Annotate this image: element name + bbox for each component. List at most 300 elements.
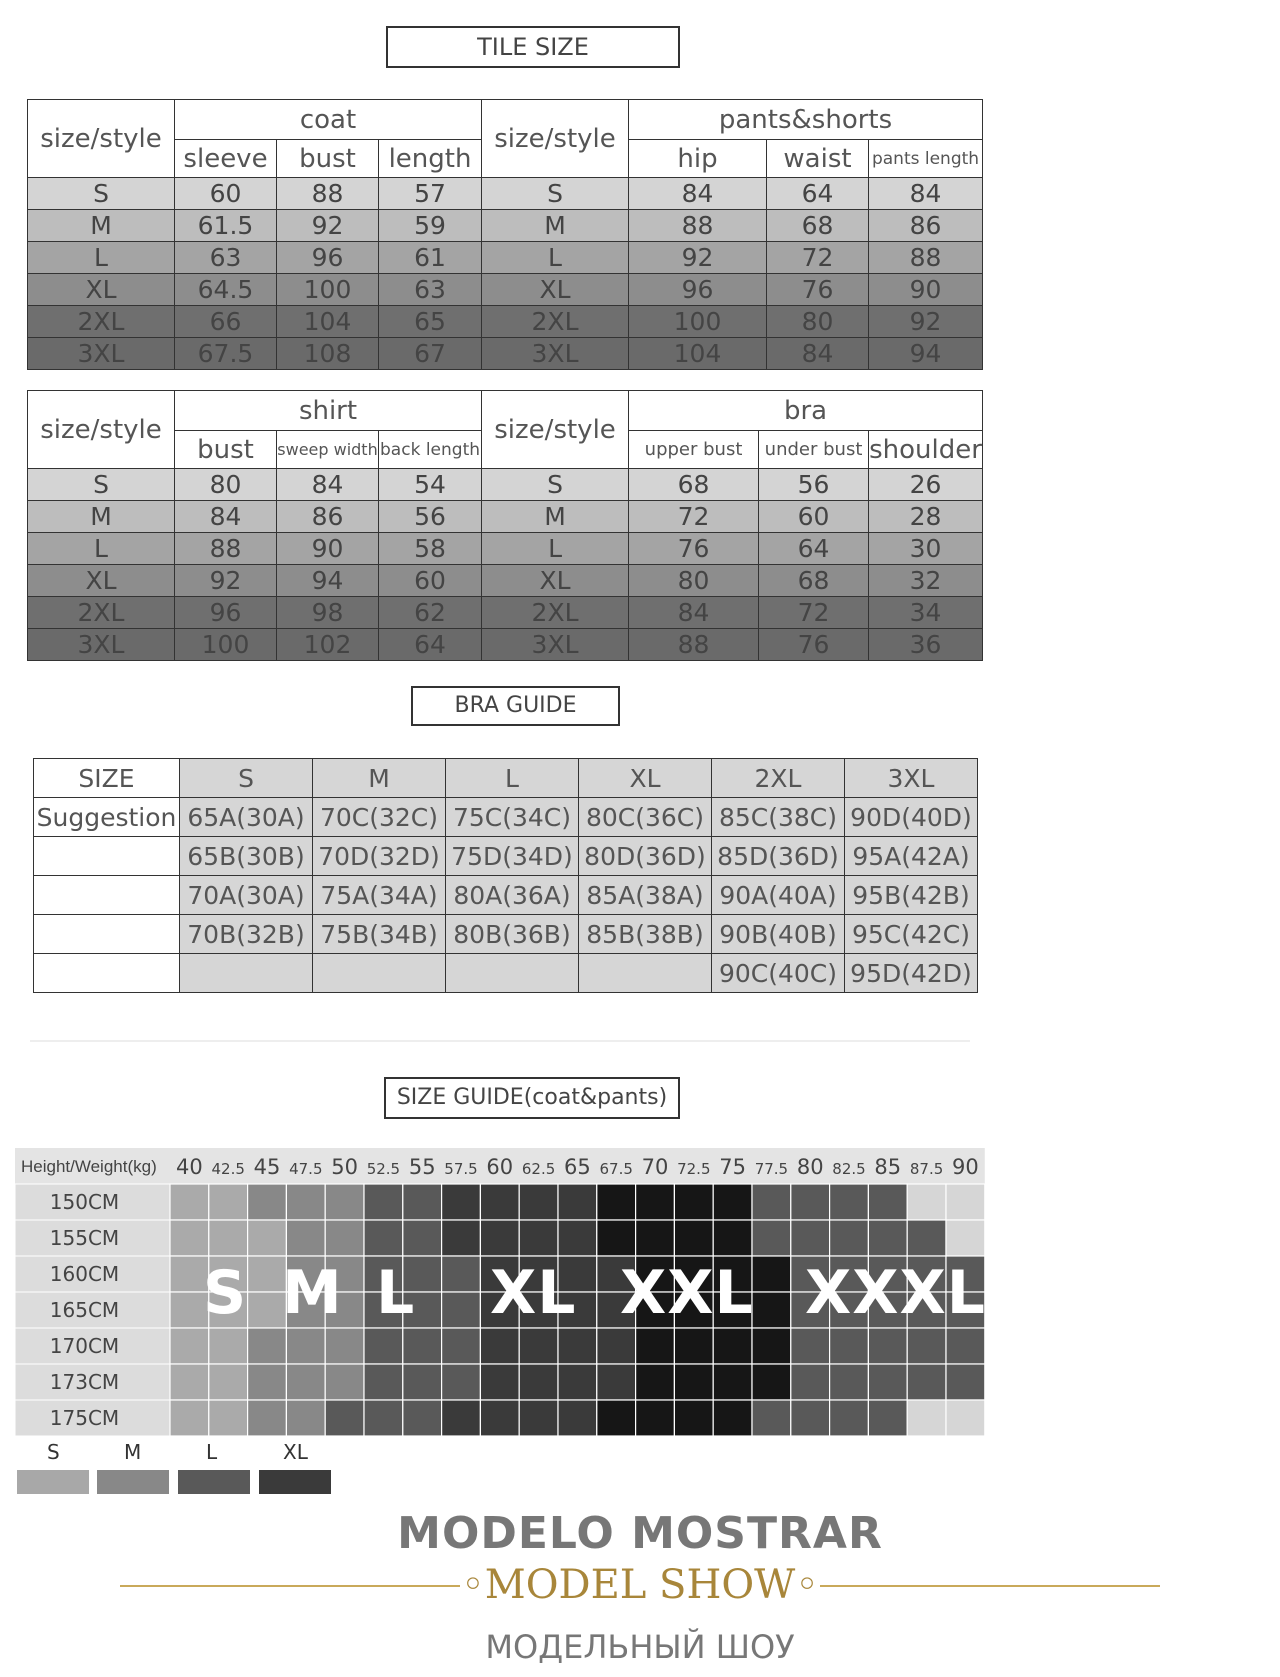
size-cell: XL [482,565,629,597]
grid-cell [403,1328,442,1364]
grid-cell [830,1220,869,1256]
grid-cell [519,1220,558,1256]
value-cell: 100 [277,274,379,306]
weight-label: 77.5 [754,1160,789,1178]
value-cell: 61 [379,242,482,274]
value-cell: 76 [767,274,869,306]
bra-size-cell: 95A(42A) [845,837,978,876]
weight-label: 62.5 [521,1160,556,1178]
grid-cell [752,1400,791,1436]
bra-size-cell: 95D(42D) [845,954,978,993]
bra-size-cell: 90D(40D) [845,798,978,837]
grid-cell [674,1400,713,1436]
value-cell: 92 [277,210,379,242]
value-cell: 59 [379,210,482,242]
grid-cell [209,1400,248,1436]
height-label: 160CM [49,1262,120,1286]
suggestion-label [34,954,180,993]
value-cell: 88 [277,178,379,210]
grid-cell [209,1220,248,1256]
weight-label: 75 [719,1155,746,1179]
col-waist: waist [767,140,869,178]
value-cell: 68 [759,565,869,597]
shirt-bra-table [27,390,983,661]
grid-cell [286,1400,325,1436]
grid-cell [636,1220,675,1256]
weight-label: 67.5 [599,1160,633,1178]
grid-cell [558,1184,597,1220]
grid-cell [248,1220,287,1256]
col-length: length [379,140,482,178]
bra-size-cell: 85A(38A) [579,876,712,915]
grid-cell [713,1400,752,1436]
legend-swatch-l [178,1470,250,1494]
grid-cell [480,1400,519,1436]
size-cell: XL [28,274,175,306]
grid-cell [636,1328,675,1364]
grid-cell [558,1328,597,1364]
value-cell: 94 [277,565,379,597]
weight-label: 70 [641,1155,669,1179]
value-cell: 88 [869,242,983,274]
suggestion-label [34,837,180,876]
bra-size-cell: 90B(40B) [712,915,845,954]
grid-cell [325,1328,364,1364]
grid-cell [868,1328,907,1364]
size-cell: XL [482,274,629,306]
grid-cell [752,1256,791,1292]
grid-cell [558,1364,597,1400]
value-cell: 90 [277,533,379,565]
value-cell: 26 [869,469,983,501]
grid-cell [170,1220,209,1256]
value-cell: 57 [379,178,482,210]
size-style-header: size/style [482,391,629,469]
grid-cell [713,1220,752,1256]
grid-cell [791,1184,830,1220]
value-cell: 84 [629,178,767,210]
weight-label: 65 [564,1155,591,1179]
height-label: 173CM [49,1370,120,1394]
value-cell: 96 [175,597,277,629]
col-back-length: back length [379,431,482,469]
grid-cell [248,1400,287,1436]
grid-cell [752,1292,791,1328]
size-cell: S [28,469,175,501]
weight-label: 47.5 [289,1160,323,1178]
grid-cell [209,1328,248,1364]
value-cell: 92 [869,306,983,338]
grid-cell [830,1400,869,1436]
grid-cell [480,1184,519,1220]
bra-header: bra [629,391,983,431]
size-row [28,274,983,306]
grid-cell [830,1328,869,1364]
bra-size-cell: 65B(30B) [180,837,313,876]
bra-size-cell: 80B(36B) [446,915,579,954]
size-label-l: L [376,1258,416,1328]
bra-size-cell: 65A(30A) [180,798,313,837]
grid-cell [636,1400,675,1436]
grid-cell [248,1256,287,1292]
pants-shorts-header: pants&shorts [629,100,983,140]
weight-label: 45 [253,1155,281,1179]
suggestion-label: Suggestion [34,798,180,837]
bra-suggestion-row [34,798,978,837]
grid-cell [752,1328,791,1364]
grid-cell [364,1220,403,1256]
grid-cell [868,1364,907,1400]
grid-cell [791,1364,830,1400]
value-cell: 92 [175,565,277,597]
grid-cell [791,1328,830,1364]
grid-cell [442,1364,481,1400]
grid-cell [946,1328,985,1364]
value-cell: 30 [869,533,983,565]
grid-cell [403,1220,442,1256]
bra-size-col-header: S [180,759,313,798]
value-cell: 65 [379,306,482,338]
height-label: 150CM [49,1190,120,1214]
value-cell: 58 [379,533,482,565]
bra-size-cell: 95C(42C) [845,915,978,954]
grid-cell [519,1364,558,1400]
bra-size-cell: 90A(40A) [712,876,845,915]
bra-size-cell: 85C(38C) [712,798,845,837]
bra-size-col-header: M [313,759,446,798]
grid-cell [830,1364,869,1400]
value-cell: 88 [629,629,759,661]
value-cell: 80 [629,565,759,597]
grid-cell [752,1364,791,1400]
grid-cell [519,1328,558,1364]
grid-cell [868,1400,907,1436]
value-cell: 92 [629,242,767,274]
weight-label: 85 [874,1155,902,1179]
height-label: 155CM [49,1226,120,1250]
value-cell: 63 [175,242,277,274]
value-cell: 104 [277,306,379,338]
col-hip: hip [629,140,767,178]
grid-cell [558,1220,597,1256]
value-cell: 67.5 [175,338,277,370]
weight-label: 80 [796,1155,824,1179]
weight-label: 55 [408,1155,436,1179]
grid-cell [907,1400,946,1436]
size-cell: S [28,178,175,210]
bra-suggestion-row [34,837,978,876]
weight-label: 52.5 [366,1160,401,1178]
size-cell: 3XL [28,629,175,661]
value-cell: 72 [629,501,759,533]
grid-cell [325,1220,364,1256]
legend-swatch-xl [259,1470,331,1494]
bra-size-cell [180,954,313,993]
grid-cell [170,1364,209,1400]
value-cell: 102 [277,629,379,661]
value-cell: 72 [759,597,869,629]
value-cell: 63 [379,274,482,306]
legend-label-m: M [124,1440,142,1464]
grid-cell [713,1184,752,1220]
col-under-bust: under bust [759,431,869,469]
coat-header: coat [175,100,482,140]
grid-cell [674,1184,713,1220]
size-cell: L [482,533,629,565]
value-cell: 86 [277,501,379,533]
size-row [28,338,983,370]
value-cell: 80 [175,469,277,501]
height-label: 165CM [49,1298,120,1322]
col-upper-bust: upper bust [629,431,759,469]
grid-cell [209,1184,248,1220]
value-cell: 32 [869,565,983,597]
value-cell: 100 [629,306,767,338]
grid-cell [519,1184,558,1220]
grid-cell [830,1184,869,1220]
value-cell: 108 [277,338,379,370]
value-cell: 66 [175,306,277,338]
bra-size-col-header: XL [579,759,712,798]
value-cell: 86 [869,210,983,242]
size-label-xl: XL [490,1258,577,1328]
grid-cell [597,1184,636,1220]
weight-label: 72.5 [677,1160,711,1178]
grid-cell [170,1328,209,1364]
bra-size-cell: 80A(36A) [446,876,579,915]
grid-cell [442,1400,481,1436]
bra-suggestion-row [34,915,978,954]
grid-cell [907,1184,946,1220]
bra-size-cell [313,954,446,993]
grid-cell [442,1292,481,1328]
grid-cell [442,1256,481,1292]
value-cell: 84 [869,178,983,210]
grid-cell [442,1184,481,1220]
weight-label: 50 [331,1155,358,1179]
grid-cell [480,1328,519,1364]
grid-cell [286,1364,325,1400]
size-row [28,306,983,338]
value-cell: 56 [379,501,482,533]
legend-label-l: L [206,1440,218,1464]
bra-size-cell: 85B(38B) [579,915,712,954]
grid-cell [248,1184,287,1220]
bra-size-cell: 85D(36D) [712,837,845,876]
col-pants-length: pants length [869,140,983,178]
legend-swatch-s [17,1470,89,1494]
shirt-header: shirt [175,391,482,431]
grid-cell [791,1220,830,1256]
grid-cell [364,1364,403,1400]
size-style-header: size/style [482,100,629,178]
size-label-xxl: XXL [620,1258,754,1328]
bra-suggestion-row [34,954,978,993]
value-cell: 67 [379,338,482,370]
bra-suggestion-row [34,876,978,915]
bra-size-cell: 70A(30A) [180,876,313,915]
bra-size-cell: 70B(32B) [180,915,313,954]
grid-cell [364,1328,403,1364]
value-cell: 60 [175,178,277,210]
bra-size-col-header: 3XL [845,759,978,798]
size-row [28,469,983,501]
value-cell: 54 [379,469,482,501]
grid-cell [597,1220,636,1256]
grid-cell [170,1400,209,1436]
grid-cell [480,1364,519,1400]
size-label-s: S [203,1258,248,1328]
value-cell: 98 [277,597,379,629]
weight-label: 82.5 [832,1160,866,1178]
bra-size-cell: 75A(34A) [313,876,446,915]
grid-cell [248,1364,287,1400]
size-cell: S [482,469,629,501]
value-cell: 28 [869,501,983,533]
weight-label: 90 [952,1155,979,1179]
value-cell: 76 [629,533,759,565]
value-cell: 88 [175,533,277,565]
suggestion-label [34,915,180,954]
size-row [28,533,983,565]
grid-cell [674,1220,713,1256]
bra-guide-title: BRA GUIDE [411,686,620,726]
height-label: 175CM [49,1406,120,1430]
size-style-header: size/style [28,100,175,178]
value-cell: 34 [869,597,983,629]
value-cell: 64.5 [175,274,277,306]
grid-cell [597,1400,636,1436]
grid-cell [674,1328,713,1364]
grid-cell [248,1292,287,1328]
grid-cell [403,1400,442,1436]
weight-label: 87.5 [909,1160,944,1178]
grid-cell [946,1400,985,1436]
weight-label: 57.5 [444,1160,478,1178]
grid-cell [946,1184,985,1220]
size-row [28,210,983,242]
legend-label-xl: XL [283,1440,308,1464]
bra-size-cell: 95B(42B) [845,876,978,915]
size-cell: M [482,501,629,533]
value-cell: 80 [767,306,869,338]
suggestion-label [34,876,180,915]
size-cell: M [28,501,175,533]
grid-cell [519,1400,558,1436]
value-cell: 60 [379,565,482,597]
weight-label: 60 [486,1155,514,1179]
grid-cell [325,1400,364,1436]
value-cell: 64 [767,178,869,210]
bra-size-cell: 70C(32C) [313,798,446,837]
coat-pants-table [27,99,983,370]
value-cell: 88 [629,210,767,242]
size-row [28,565,983,597]
col-bust: bust [277,140,379,178]
value-cell: 96 [277,242,379,274]
value-cell: 96 [629,274,767,306]
size-row [28,597,983,629]
bra-size-cell [446,954,579,993]
size-row [28,242,983,274]
value-cell: 64 [759,533,869,565]
weight-label: 42.5 [211,1160,245,1178]
size-row [28,178,983,210]
value-cell: 56 [759,469,869,501]
grid-cell [907,1220,946,1256]
value-cell: 76 [759,629,869,661]
value-cell: 72 [767,242,869,274]
col-sweep-width: sweep width [277,431,379,469]
bra-size-cell: 80D(36D) [579,837,712,876]
height-label: 170CM [49,1334,120,1358]
size-cell: M [482,210,629,242]
value-cell: 100 [175,629,277,661]
value-cell: 36 [869,629,983,661]
col-bust: bust [175,431,277,469]
size-label-xxxl: XXXL [805,1258,987,1328]
value-cell: 60 [759,501,869,533]
grid-cell [364,1400,403,1436]
grid-cell [597,1364,636,1400]
grid-cell [209,1364,248,1400]
value-cell: 84 [277,469,379,501]
grid-cell [946,1220,985,1256]
value-cell: 68 [767,210,869,242]
brand-subtitle: ◦MODEL SHOW◦ [461,1562,819,1608]
size-cell: S [482,178,629,210]
col-sleeve: sleeve [175,140,277,178]
grid-cell [325,1184,364,1220]
grid-cell [248,1328,287,1364]
value-cell: 84 [767,338,869,370]
grid-cell [480,1220,519,1256]
bra-size-cell [579,954,712,993]
size-cell: L [482,242,629,274]
grid-cell [170,1184,209,1220]
grid-cell [286,1184,325,1220]
grid-cell [868,1184,907,1220]
grid-cell [403,1364,442,1400]
brand-russian-subtitle: МОДЕЛЬНЫЙ ШОУ [485,1628,795,1666]
value-cell: 68 [629,469,759,501]
grid-cell [558,1400,597,1436]
tile-size-title: TILE SIZE [386,26,680,68]
size-row [28,629,983,661]
size-cell: 3XL [482,338,629,370]
bra-size-cell: 75B(34B) [313,915,446,954]
grid-cell [636,1184,675,1220]
bra-size-cell: 90C(40C) [712,954,845,993]
grid-cell [636,1364,675,1400]
grid-cell [713,1328,752,1364]
bra-size-cell: 80C(36C) [579,798,712,837]
value-cell: 90 [869,274,983,306]
grid-cell [907,1328,946,1364]
grid-cell [713,1364,752,1400]
grid-cell [325,1364,364,1400]
col-shoulder: shoulder [869,431,983,469]
weight-label: 40 [176,1155,203,1179]
value-cell: 64 [379,629,482,661]
size-row [28,501,983,533]
grid-cell [752,1184,791,1220]
value-cell: 84 [629,597,759,629]
grid-cell [442,1220,481,1256]
grid-cell [907,1364,946,1400]
size-cell: 2XL [28,597,175,629]
legend-swatch-m [97,1470,169,1494]
